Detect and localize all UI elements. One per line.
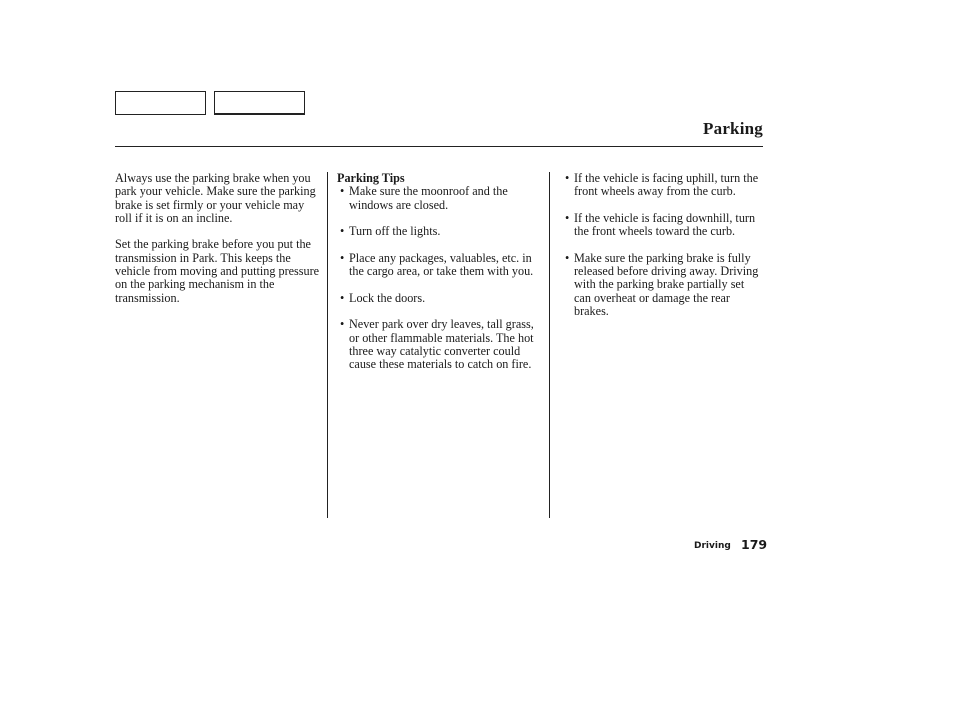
list-item-text: If the vehicle is facing downhill, turn the front wheels toward the curb. bbox=[574, 210, 756, 239]
list-item-text: If the vehicle is facing uphill, turn the front wheels away from the curb. bbox=[574, 171, 759, 199]
list-item bbox=[562, 172, 762, 199]
list-item bbox=[337, 318, 542, 371]
page-title: Parking bbox=[703, 119, 763, 138]
title-rule bbox=[115, 146, 763, 147]
bullet-icon: • bbox=[565, 210, 570, 225]
bullet-icon: • bbox=[340, 290, 345, 305]
column-divider-2 bbox=[549, 172, 550, 518]
list-item bbox=[562, 212, 762, 239]
list-item-text: Lock the doors. bbox=[349, 290, 426, 305]
list-item bbox=[337, 185, 542, 212]
section-label: Driving bbox=[694, 541, 731, 551]
list-item bbox=[337, 292, 542, 305]
list-item-text: Make sure the parking brake is fully released before driving away. Driving with the parking brake partially set can overheat or damage the rear brakes. bbox=[574, 250, 759, 318]
list-item-text: Never park over dry leaves, tall grass, or other flammable materials. The hot three way catalytic converter could cause these materials to catch on fire. bbox=[349, 317, 534, 372]
nav-button-table-of-contents[interactable] bbox=[214, 91, 305, 115]
paragraph: Set the parking brake before you put the transmission in Park. This keeps the vehicle from moving and putting pressure on the parking mechanism in the transmission. bbox=[115, 237, 320, 305]
left-column bbox=[115, 172, 320, 318]
middle-column bbox=[337, 172, 542, 385]
paragraph: Always use the parking brake when you park your vehicle. Make sure the parking brake is set firmly or your vehicle may roll if it is on an incline. bbox=[115, 171, 316, 225]
column-divider-1 bbox=[327, 172, 328, 518]
list-item bbox=[337, 252, 542, 279]
section-heading: Parking Tips bbox=[337, 171, 405, 185]
list-item bbox=[337, 225, 542, 238]
nav-button-main-menu[interactable] bbox=[115, 91, 206, 115]
list-item bbox=[562, 252, 762, 318]
page-number: 179 bbox=[741, 537, 768, 552]
list-item-text: Place any packages, valuables, etc. in the cargo area, or take them with you. bbox=[349, 250, 534, 279]
right-column bbox=[562, 172, 762, 332]
bullet-icon: • bbox=[340, 224, 345, 239]
bullet-icon: • bbox=[565, 171, 570, 185]
list-item-text: Turn off the lights. bbox=[349, 224, 441, 239]
bullet-icon: • bbox=[565, 250, 570, 265]
bullet-icon: • bbox=[340, 317, 345, 332]
bullet-icon: • bbox=[340, 184, 345, 199]
list-item-text: Make sure the moonroof and the windows are closed. bbox=[349, 184, 508, 212]
bullet-icon: • bbox=[340, 250, 345, 265]
